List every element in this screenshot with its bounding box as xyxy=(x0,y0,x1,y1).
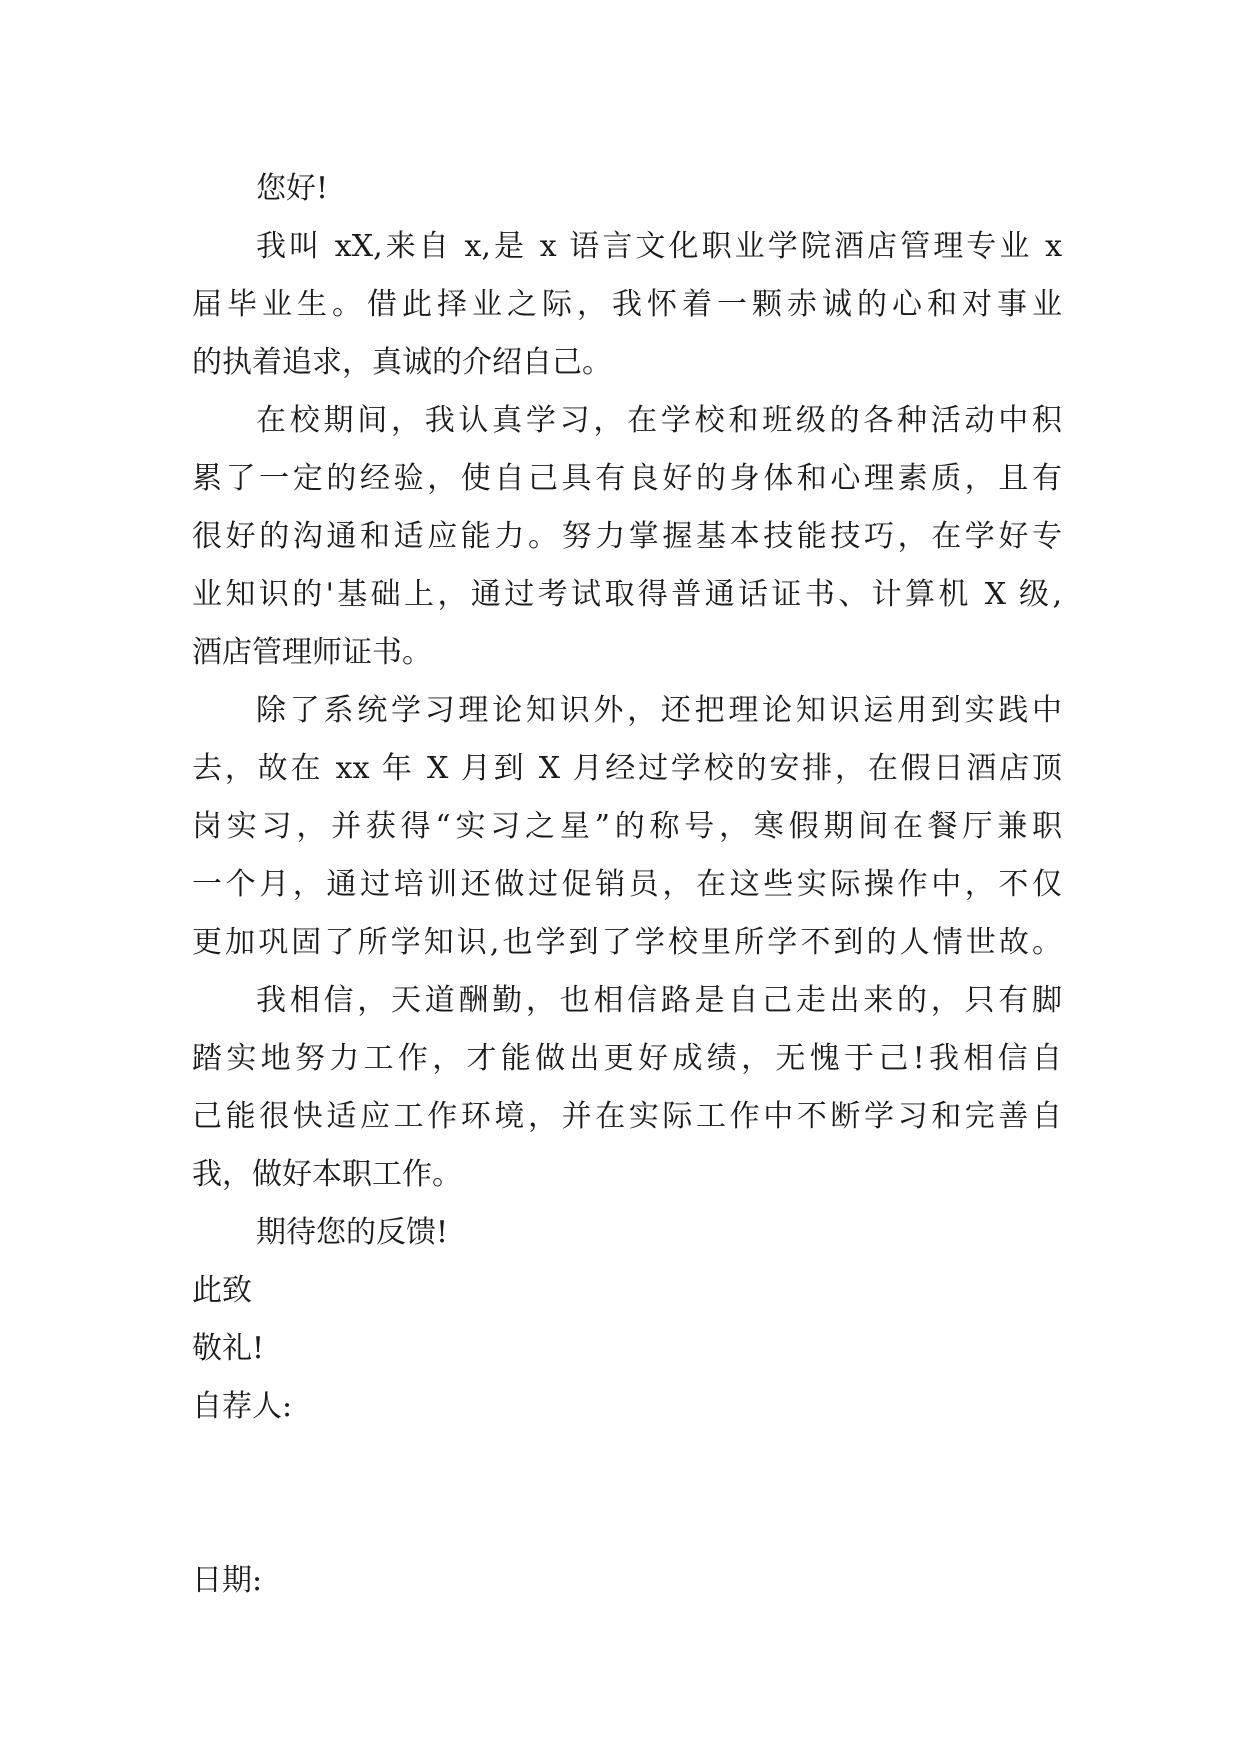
paragraph-line: 己能很快适应工作环境，并在实际工作中不断学习和完善自 xyxy=(192,1099,1062,1134)
paragraph-line: 一个月，通过培训还做过促销员，在这些实际操作中，不仅 xyxy=(192,867,1062,902)
paragraph-practice xyxy=(192,682,1062,972)
paragraph-line: 我相信，天道酬勤，也相信路是自己走出来的，只有脚 xyxy=(256,983,1062,1018)
paragraph-line: 很好的沟通和适应能力。努力掌握基本技能技巧，在学好专 xyxy=(192,519,1062,554)
paragraph-line: 在校期间，我认真学习，在学校和班级的各种活动中积 xyxy=(256,403,1062,438)
paragraph-line: 业知识的'基础上，通过考试取得普通话证书、计算机 X 级, xyxy=(192,577,1062,612)
signer-label: 自荐人: xyxy=(192,1389,293,1424)
salutation-line-2: 敬礼! xyxy=(192,1331,265,1366)
paragraph-introduction xyxy=(192,218,1062,392)
paragraph-line: 累了一定的经验，使自己具有良好的身体和心理素质，且有 xyxy=(192,461,1062,496)
blank-space xyxy=(192,1436,1062,1552)
salutation-line-1: 此致 xyxy=(192,1273,252,1308)
date-label: 日期: xyxy=(192,1563,263,1598)
paragraph-line: 岗实习，并获得“实习之星”的称号，寒假期间在餐厅兼职 xyxy=(192,809,1062,844)
paragraph-line: 除了系统学习理论知识外，还把理论知识运用到实践中 xyxy=(256,693,1062,728)
paragraph-line: 届毕业生。借此择业之际，我怀着一颗赤诚的心和对事业 xyxy=(192,287,1062,322)
paragraph-line: 酒店管理师证书。 xyxy=(192,635,432,670)
paragraph-line: 我叫 xX,来自 x,是 x 语言文化职业学院酒店管理专业 x xyxy=(256,229,1062,264)
paragraph-line: 的执着追求，真诚的介绍自己。 xyxy=(192,345,612,380)
paragraph-line: 更加巩固了所学知识,也学到了学校里所学不到的人情世故。 xyxy=(192,925,1062,960)
greeting: 您好! xyxy=(256,171,329,206)
paragraph-belief xyxy=(192,972,1062,1204)
paragraph-line: 踏实地努力工作，才能做出更好成绩，无愧于己!我相信自 xyxy=(192,1041,1062,1076)
paragraph-school-study xyxy=(192,392,1062,682)
letter-body xyxy=(192,160,1062,1610)
paragraph-line: 我，做好本职工作。 xyxy=(192,1157,462,1192)
closing-wish: 期待您的反馈! xyxy=(256,1215,449,1250)
paragraph-line: 去，故在 xx 年 X 月到 X 月经过学校的安排，在假日酒店顶 xyxy=(192,751,1062,786)
